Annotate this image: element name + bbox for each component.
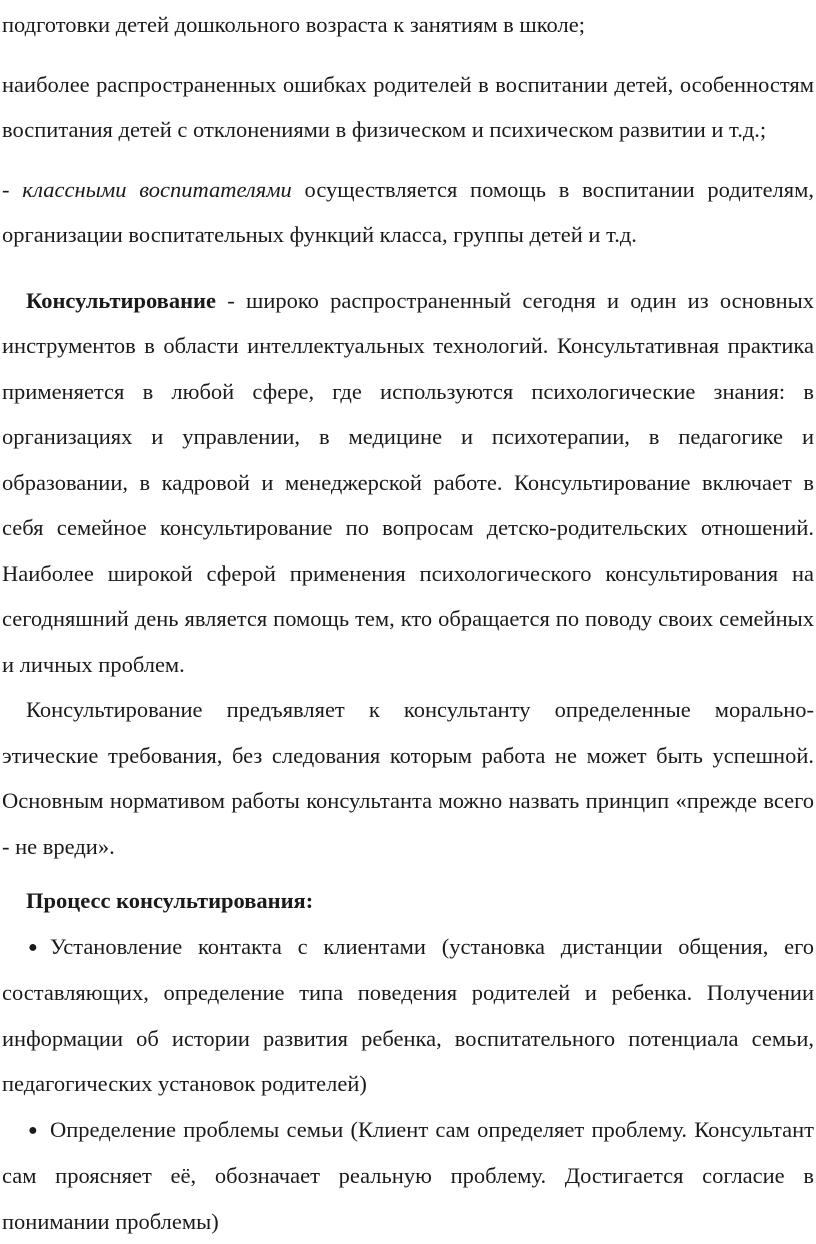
consulting-term: Консультирование: [26, 288, 216, 313]
class-teachers-term: классными воспитателями: [22, 177, 292, 202]
paragraph-parent-mistakes: наиболее распространенных ошибках родителей в воспитании детей, особенностям воспитания детей с отклонениями в физическом и психическом развитии и т.д.;: [2, 62, 814, 153]
list-item-problem: [2, 1107, 814, 1244]
dash-marker: -: [2, 177, 22, 202]
list-item-contact-text: Установление контакта с клиентами (установка дистанции общения, его составляющих, определение типа поведения родителей и ребенка. Получении информации об истории развития ребенка, воспитательного потенциала семьи, педагогических установок родителей): [2, 934, 814, 1097]
bullet-icon: ●: [28, 1108, 50, 1154]
paragraph-school-preparation: подготовки детей дошкольного возраста к занятиям в школе;: [2, 2, 814, 48]
class-teachers-text: осуществляется помощь в воспитании родителям, организации воспитательных функций класса, группы детей и т.д.: [2, 177, 814, 248]
list-item-problem-text: Определение проблемы семьи (Клиент сам определяет проблему. Консультант сам проясняет её, обозначает реальную проблему. Достигается согласие в понимании проблемы): [2, 1117, 814, 1234]
section-heading-consulting-process: Процесс консультирования:: [2, 878, 814, 924]
paragraph-class-teachers: [2, 167, 814, 258]
paragraph-consulting-ethics: Консультирование предъявляет к консультанту определенные морально-этические требования, без следования которым работа не может быть успешной. Основным нормативом работы консультанта можно назвать принцип «прежде всего - не вреди».: [2, 687, 814, 869]
list-item-contact: [2, 924, 814, 1107]
paragraph-consulting-definition: [2, 278, 814, 688]
consulting-definition-text: - широко распространенный сегодня и один из основных инструментов в области интеллектуальных технологий. Консультативная практика применяется в любой сфере, где используются психологические знания: в организациях и управлении, в медицине и психотерапии, в педагогике и образовании, в кадровой и менеджерской работе. Консультирование включает в себя семейное консультирование по вопросам детско-родительских отношений. Наиболее широкой сферой применения психологического консультирования на сегодняшний день является помощь тем, кто обращается по поводу своих семейных и личных проблем.: [2, 288, 814, 677]
bullet-icon: ●: [28, 925, 50, 971]
